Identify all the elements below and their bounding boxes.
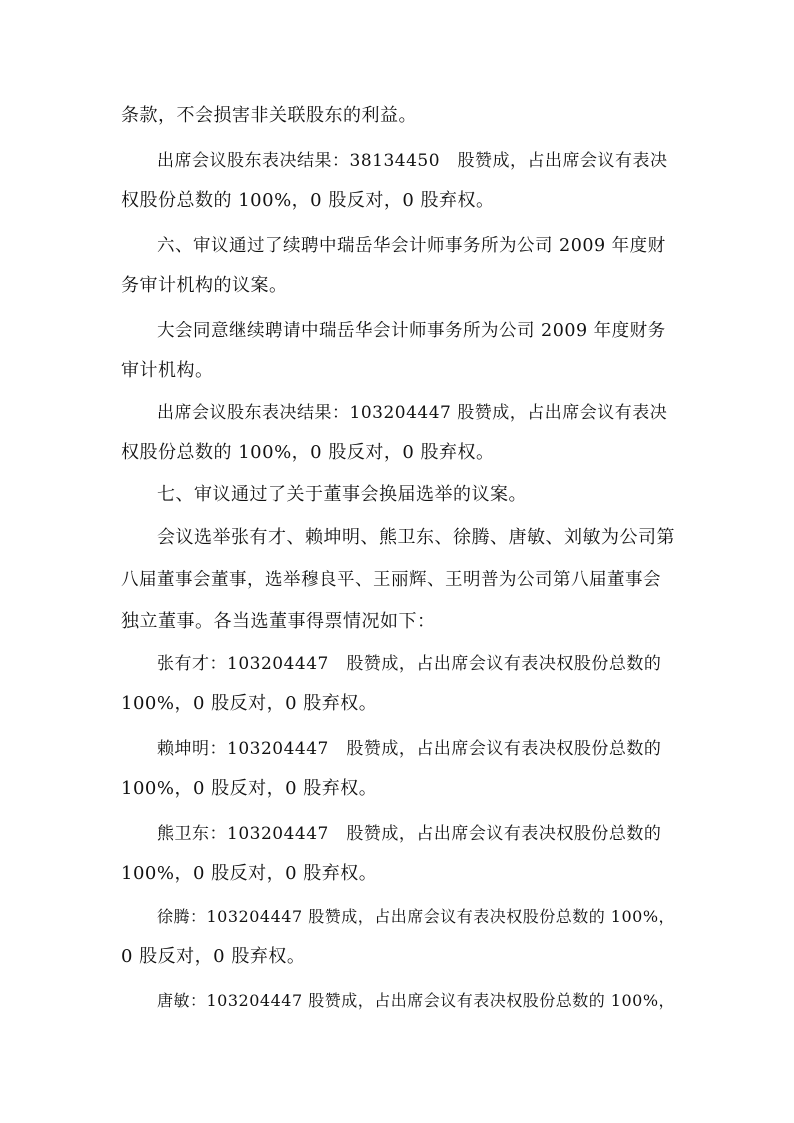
text-line: 审计机构。 bbox=[121, 360, 214, 381]
text-line: 出席会议股东表决结果：103204447 股赞成，占出席会议有表决 bbox=[157, 403, 668, 423]
text-line: 条款，不会损害非关联股东的利益。 bbox=[121, 105, 417, 126]
text-line: 七、审议通过了关于董事会换届选举的议案。 bbox=[157, 484, 527, 505]
text-line: 唐敏：103204447 股赞成，占出席会议有表决权股份总数的 100%， bbox=[157, 991, 676, 1010]
text-line: 权股份总数的 100%，0 股反对，0 股弃权。 bbox=[121, 442, 495, 463]
text-line: 熊卫东：103204447 股赞成，占出席会议有表决权股份总数的 bbox=[157, 824, 662, 844]
text-line: 权股份总数的 100%，0 股反对，0 股弃权。 bbox=[121, 190, 495, 211]
text-line: 务审计机构的议案。 bbox=[121, 275, 288, 296]
text-line: 张有才：103204447 股赞成，占出席会议有表决权股份总数的 bbox=[157, 654, 662, 674]
text-line: 100%，0 股反对，0 股弃权。 bbox=[121, 863, 378, 884]
text-line: 0 股反对，0 股弃权。 bbox=[121, 946, 306, 967]
text-line: 会议选举张有才、赖坤明、熊卫东、徐腾、唐敏、刘敏为公司第 bbox=[157, 527, 675, 548]
text-line: 徐腾：103204447 股赞成，占出席会议有表决权股份总数的 100%， bbox=[157, 907, 676, 926]
text-line: 出席会议股东表决结果：38134450 股赞成，占出席会议有表决 bbox=[157, 151, 668, 171]
text-line: 100%，0 股反对，0 股弃权。 bbox=[121, 693, 378, 714]
text-line: 100%，0 股反对，0 股弃权。 bbox=[121, 778, 378, 799]
text-line: 赖坤明：103204447 股赞成，占出席会议有表决权股份总数的 bbox=[157, 739, 662, 759]
text-line: 独立董事。各当选董事得票情况如下： bbox=[121, 611, 436, 632]
text-line: 六、审议通过了续聘中瑞岳华会计师事务所为公司 2009 年度财 bbox=[157, 236, 666, 256]
text-line: 大会同意继续聘请中瑞岳华会计师事务所为公司 2009 年度财务 bbox=[157, 321, 666, 341]
text-line: 八届董事会董事，选举穆良平、王丽辉、王明普为公司第八届董事会 bbox=[121, 570, 661, 590]
